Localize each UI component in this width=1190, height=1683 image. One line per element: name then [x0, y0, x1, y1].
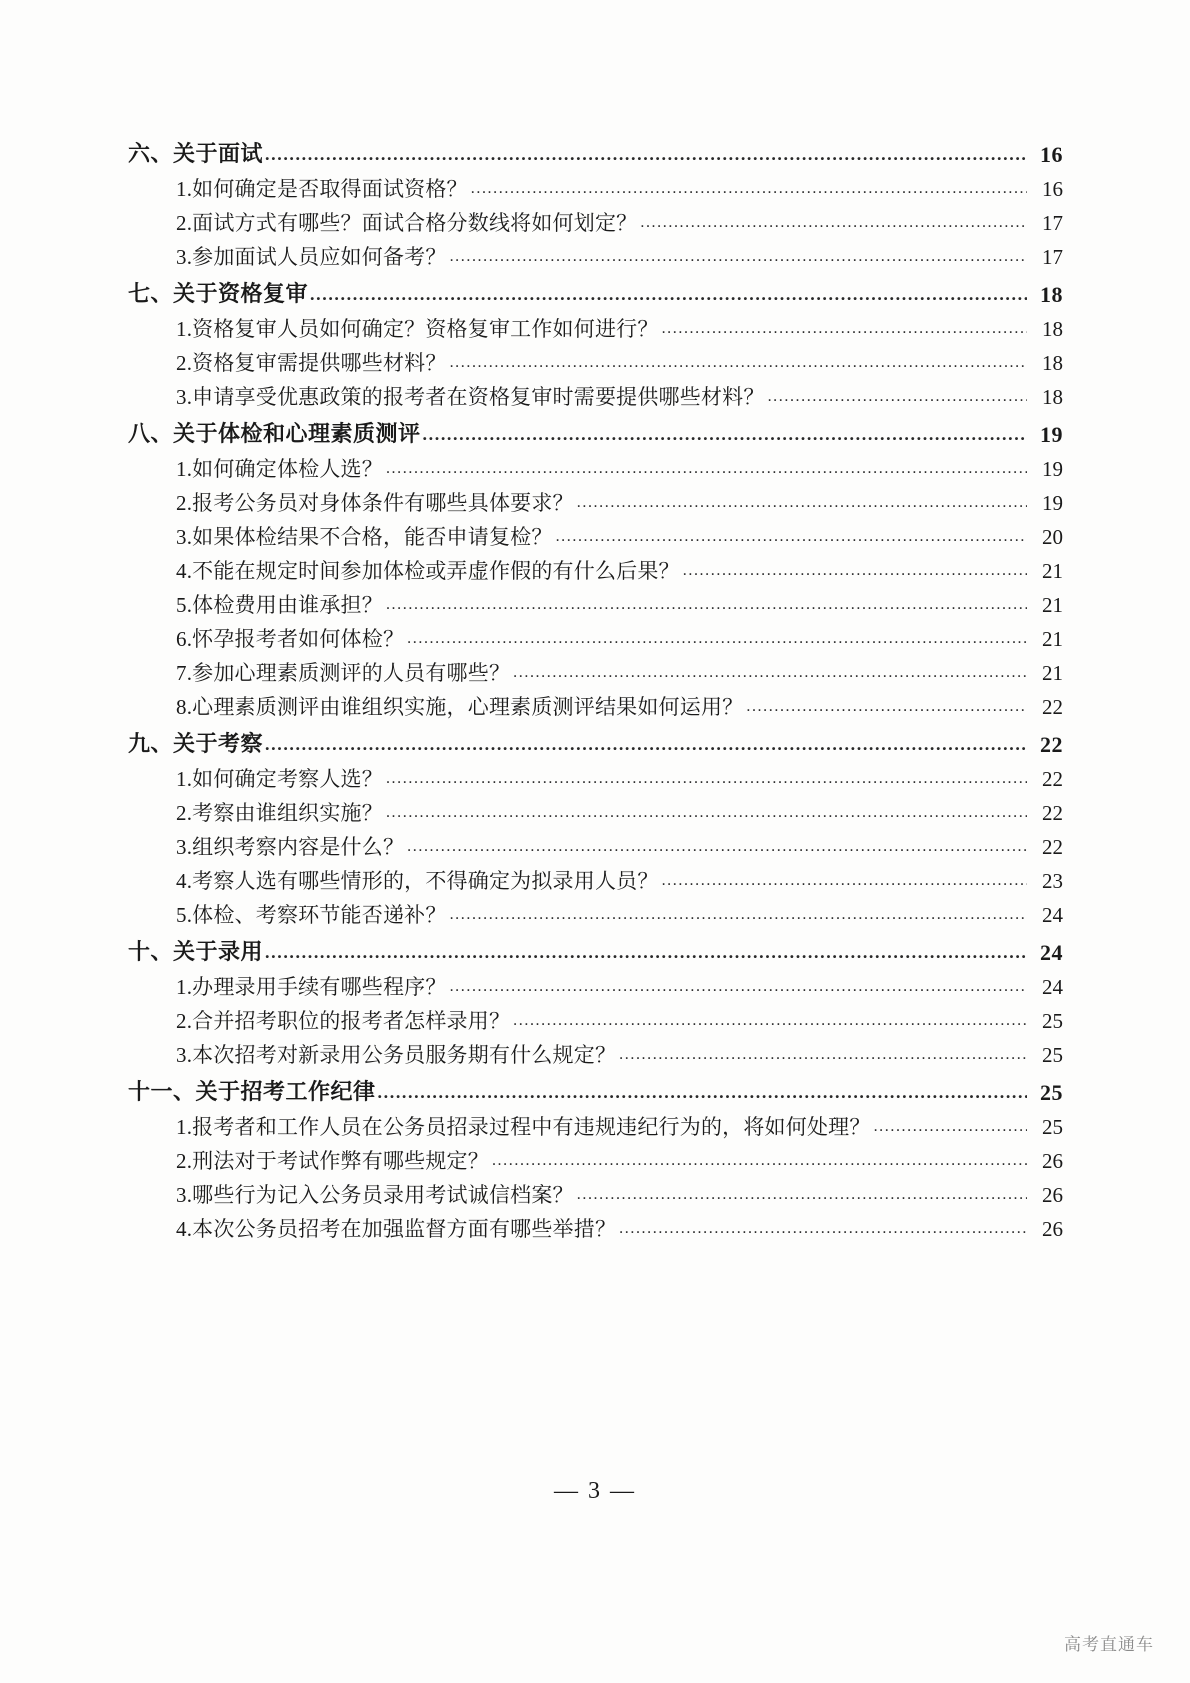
toc-section-label: 十一、关于招考工作纪律 [128, 1080, 376, 1105]
toc-section-label: 十、关于录用 [128, 940, 264, 965]
watermark-label: 高考直通车 [1064, 1635, 1154, 1655]
toc-page-number: 17 [1042, 211, 1063, 235]
toc-page-number: 18 [1042, 385, 1063, 409]
toc-entry-label: 2.报考公务员对身体条件有哪些具体要求？ [176, 491, 574, 515]
toc-dot-leader [662, 873, 1027, 889]
toc-dot-leader [450, 907, 1027, 923]
toc-dot-leader [513, 665, 1027, 681]
toc-page-number: 21 [1042, 661, 1063, 685]
toc-page-number: 19 [1042, 457, 1063, 481]
toc-dot-leader [450, 979, 1027, 995]
toc-entry-label: 2.资格复审需提供哪些材料？ [176, 351, 447, 375]
toc-page-number: 16 [1040, 142, 1063, 167]
toc-entry-row[interactable] [128, 1185, 1063, 1206]
toc-entry-row[interactable] [128, 459, 1063, 480]
toc-entry-row[interactable] [128, 663, 1063, 684]
toc-entry-label: 1.如何确定是否取得面试资格？ [176, 177, 468, 201]
toc-page-number: 19 [1040, 422, 1063, 447]
page-footer [0, 1478, 1190, 1505]
toc-page-number: 17 [1042, 245, 1063, 269]
toc-dot-leader [556, 529, 1027, 545]
toc-entry-row[interactable] [128, 629, 1063, 650]
toc-section-label: 八、关于体检和心理素质测评 [128, 422, 421, 447]
toc-dot-leader [407, 839, 1027, 855]
toc-page-number: 18 [1042, 317, 1063, 341]
toc-section-row[interactable] [128, 1082, 1063, 1104]
toc-entry-label: 4.本次公务员招考在加强监督方面有哪些举措？ [176, 1217, 617, 1241]
toc-entry-row[interactable] [128, 247, 1063, 268]
toc-page-number: 24 [1040, 940, 1063, 965]
toc-dot-leader [768, 389, 1027, 405]
toc-dot-leader [378, 1083, 1027, 1101]
toc-entry-row[interactable] [128, 595, 1063, 616]
toc-entry-row[interactable] [128, 871, 1063, 892]
toc-entry-label: 5.体检费用由谁承担？ [176, 593, 383, 617]
toc-dot-leader [450, 249, 1027, 265]
toc-entry-row[interactable] [128, 1011, 1063, 1032]
toc-section-row[interactable] [128, 942, 1063, 964]
toc-entry-row[interactable] [128, 905, 1063, 926]
toc-dot-leader [662, 321, 1027, 337]
toc-entry-label: 3.如果体检结果不合格，能否申请复检？ [176, 525, 553, 549]
toc-section-label: 六、关于面试 [128, 142, 264, 167]
toc-entry-label: 3.哪些行为记入公务员录用考试诚信档案？ [176, 1183, 574, 1207]
toc-dot-leader [619, 1047, 1027, 1063]
toc-dot-leader [265, 145, 1027, 163]
toc-entry-row[interactable] [128, 977, 1063, 998]
toc-dot-leader [423, 425, 1027, 443]
toc-entry-row[interactable] [128, 1151, 1063, 1172]
toc-dot-leader [619, 1221, 1027, 1237]
toc-entry-row[interactable] [128, 1219, 1063, 1240]
toc-page-number: 18 [1040, 282, 1063, 307]
toc-entry-label: 2.考察由谁组织实施？ [176, 801, 383, 825]
toc-page-number: 25 [1042, 1115, 1063, 1139]
toc-entry-label: 1.报考者和工作人员在公务员招录过程中有违规违纪行为的，将如何处理？ [176, 1115, 871, 1139]
toc-dot-leader [310, 285, 1027, 303]
toc-entry-label: 6.怀孕报考者如何体检？ [176, 627, 405, 651]
toc-entry-label: 8.心理素质测评由谁组织实施，心理素质测评结果如何运用？ [176, 695, 744, 719]
toc-entry-row[interactable] [128, 561, 1063, 582]
toc-page-number: 25 [1042, 1043, 1063, 1067]
toc-dot-leader [640, 215, 1027, 231]
toc-entry-label: 4.不能在规定时间参加体检或弄虚作假的有什么后果？ [176, 559, 680, 583]
toc-entry-label: 5.体检、考察环节能否递补？ [176, 903, 447, 927]
toc-dot-leader [492, 1153, 1027, 1169]
toc-page-number: 22 [1042, 695, 1063, 719]
toc-entry-label: 3.参加面试人员应如何备考？ [176, 245, 447, 269]
toc-page-number: 23 [1042, 869, 1063, 893]
toc-entry-label: 2.面试方式有哪些？面试合格分数线将如何划定？ [176, 211, 638, 235]
toc-section-row[interactable] [128, 144, 1063, 166]
toc-entry-row[interactable] [128, 527, 1063, 548]
toc-page-number: 22 [1042, 835, 1063, 859]
toc-entry-row[interactable] [128, 837, 1063, 858]
toc-page-number: 18 [1042, 351, 1063, 375]
toc-entry-label: 1.如何确定考察人选？ [176, 767, 383, 791]
toc-entry-row[interactable] [128, 493, 1063, 514]
toc-page-number: 24 [1042, 903, 1063, 927]
toc-entry-row[interactable] [128, 769, 1063, 790]
toc-entry-label: 3.本次招考对新录用公务员服务期有什么规定？ [176, 1043, 617, 1067]
toc-dot-leader [386, 771, 1027, 787]
toc-page-number: 22 [1042, 767, 1063, 791]
toc-entry-label: 2.刑法对于考试作弊有哪些规定？ [176, 1149, 489, 1173]
toc-page-number: 19 [1042, 491, 1063, 515]
toc-page-number: 26 [1042, 1149, 1063, 1173]
toc-dot-leader [683, 563, 1027, 579]
toc-entry-label: 2.合并招考职位的报考者怎样录用？ [176, 1009, 511, 1033]
toc-section-label: 七、关于资格复审 [128, 282, 309, 307]
toc-page-number: 25 [1042, 1009, 1063, 1033]
toc-page-number: 20 [1042, 525, 1063, 549]
toc-page-number: 26 [1042, 1183, 1063, 1207]
toc-entry-row[interactable] [128, 803, 1063, 824]
footer-page-number: — 3 — [554, 1478, 636, 1504]
toc-entry-row[interactable] [128, 1117, 1063, 1138]
toc-entry-label: 7.参加心理素质测评的人员有哪些？ [176, 661, 511, 685]
toc-entry-label: 3.申请享受优惠政策的报考者在资格复审时需要提供哪些材料？ [176, 385, 765, 409]
toc-entry-row[interactable] [128, 353, 1063, 374]
toc-section-label: 九、关于考察 [128, 732, 264, 757]
toc-page-number: 21 [1042, 627, 1063, 651]
toc-entry-label: 3.组织考察内容是什么？ [176, 835, 405, 859]
toc-page-number: 22 [1042, 801, 1063, 825]
toc-dot-leader [407, 631, 1027, 647]
toc-page-number: 25 [1040, 1080, 1063, 1105]
toc-dot-leader [471, 181, 1027, 197]
toc-section-row[interactable] [128, 424, 1063, 446]
toc-entry-row[interactable] [128, 697, 1063, 718]
toc-dot-leader [386, 597, 1027, 613]
toc-entry-label: 4.考察人选有哪些情形的，不得确定为拟录用人员？ [176, 869, 659, 893]
toc-entry-row[interactable] [128, 179, 1063, 200]
toc-entry-label: 1.办理录用手续有哪些程序？ [176, 975, 447, 999]
watermark [1064, 1630, 1154, 1655]
toc-page-number: 22 [1040, 732, 1063, 757]
toc-dot-leader [450, 355, 1027, 371]
toc-page-number: 16 [1042, 177, 1063, 201]
toc-dot-leader [386, 805, 1027, 821]
toc-entry-label: 1.资格复审人员如何确定？资格复审工作如何进行？ [176, 317, 659, 341]
toc-page-number: 21 [1042, 559, 1063, 583]
toc-dot-leader [513, 1013, 1027, 1029]
toc-dot-leader [386, 461, 1027, 477]
toc-page-number: 26 [1042, 1217, 1063, 1241]
toc-page-number: 21 [1042, 593, 1063, 617]
toc-entry-row[interactable] [128, 1045, 1063, 1066]
toc-section-row[interactable] [128, 734, 1063, 756]
toc-dot-leader [265, 735, 1027, 753]
toc-entry-row[interactable] [128, 319, 1063, 340]
toc-dot-leader [874, 1119, 1027, 1135]
toc-entry-row[interactable] [128, 213, 1063, 234]
toc-dot-leader [265, 943, 1027, 961]
toc-entry-row[interactable] [128, 387, 1063, 408]
toc-section-row[interactable] [128, 284, 1063, 306]
toc-page-number: 24 [1042, 975, 1063, 999]
table-of-contents [128, 128, 1063, 1243]
toc-dot-leader [577, 495, 1027, 511]
toc-entry-label: 1.如何确定体检人选？ [176, 457, 383, 481]
toc-dot-leader [577, 1187, 1027, 1203]
toc-dot-leader [746, 699, 1027, 715]
